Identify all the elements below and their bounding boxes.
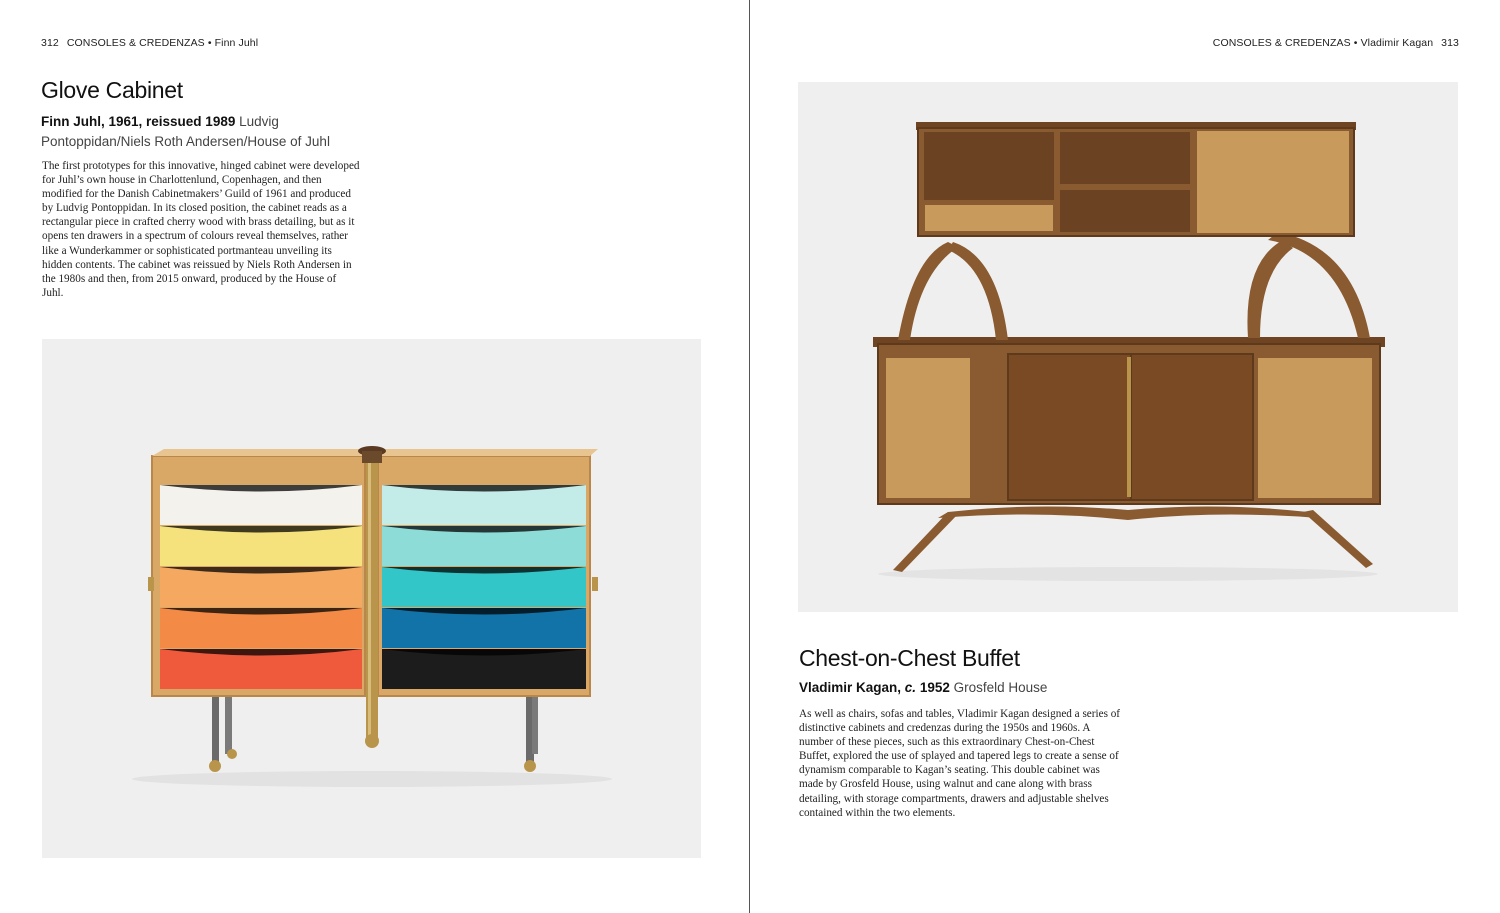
- entry-body: As well as chairs, sofas and tables, Vladimir Kagan designed a series of distinctive cabinets and credenzas during the 1950s and 1960s. A number of these pieces, such as this extraordinary Chest-on-Chest Buffet, explored the use of splayed and tapered legs to create a sense of dynamism comparable to Kagan’s seating. This double cabinet was made by Grosfeld House, using walnut and cane along with brass detailing, with storage compartments, drawers and adjustable shelves contained within the two elements.: [799, 708, 1121, 819]
- maker: Grosfeld House: [953, 680, 1048, 695]
- entry-body: The first prototypes for this innovative, hinged cabinet were developed for Juhl’s own house in Charlottenlund, Copenhagen, and then modified for the Danish Cabinetmakers’ Guild of 1961 and produced by Ludvig Pontoppidan. In its closed position, the cabinet reads as a rectangular piece in crafted cherry wood with brass detailing, but as it opens ten drawers in a spectrum of colours reveal themselves, rather like a Wunderkammer or sophisticated portmanteau unveiling its hidden contents. The cabinet was reissued by Niels Roth Andersen in the 1980s and then, from 2015 onward, produced by the House of Juhl.: [42, 160, 360, 299]
- right-page: [750, 0, 1500, 913]
- running-head-separator: •: [1353, 37, 1358, 49]
- chest-on-chest-buffet-photo: [798, 82, 1458, 612]
- designer: Vladimir Kagan,: [799, 680, 902, 695]
- entry-title: Chest-on-Chest Buffet: [799, 645, 1020, 671]
- left-drawers: [160, 485, 362, 689]
- running-head-right: [1213, 37, 1459, 49]
- page-number: 313: [1441, 37, 1459, 49]
- entry-title: Glove Cabinet: [41, 77, 183, 103]
- circa: c.: [904, 680, 917, 695]
- year: 1952: [919, 680, 950, 695]
- running-head-designer: Vladimir Kagan: [1360, 37, 1434, 49]
- running-head-section: CONSOLES & CREDENZAS: [1212, 37, 1351, 49]
- glove-cabinet-photo: [42, 339, 701, 858]
- page-number: 312: [41, 37, 59, 49]
- running-head-left: [41, 37, 258, 49]
- right-drawers: [382, 485, 586, 689]
- designer-date: Finn Juhl, 1961, reissued 1989: [41, 114, 236, 129]
- maker: Ludvig Pontoppidan/Niels Roth Andersen/House of Juhl: [41, 114, 330, 149]
- running-head-separator: •: [207, 37, 212, 49]
- entry-credit: [41, 112, 361, 152]
- left-page: [0, 0, 749, 913]
- entry-credit: [799, 678, 1129, 698]
- running-head-section: CONSOLES & CREDENZAS: [66, 37, 205, 49]
- running-head-designer: Finn Juhl: [214, 37, 259, 49]
